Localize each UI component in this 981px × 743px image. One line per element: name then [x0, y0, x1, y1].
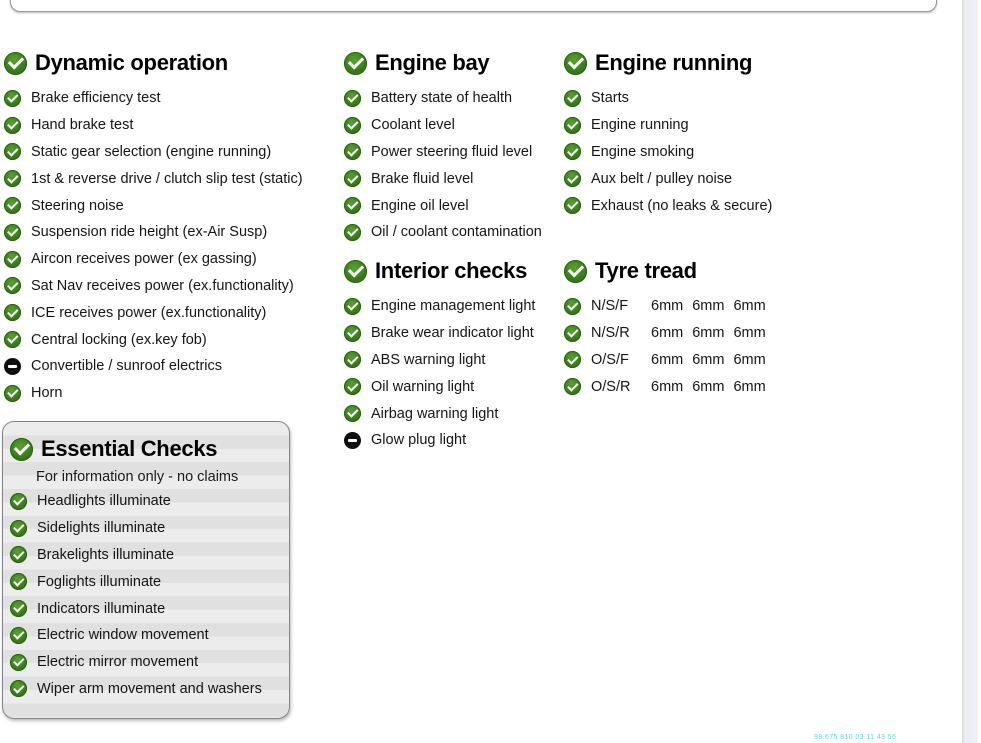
- checklist-item: [3, 515, 289, 542]
- check-icon: [4, 52, 27, 75]
- check-icon: [4, 170, 21, 187]
- check-icon: [344, 405, 361, 422]
- tyre-depths: [651, 325, 766, 341]
- checklist-item: [4, 192, 336, 219]
- checklist-item: [4, 326, 336, 353]
- checklist-item: [344, 139, 562, 166]
- check-icon: [4, 385, 21, 402]
- check-icon: [344, 90, 361, 107]
- tyre-position-label: O/S/F: [591, 351, 629, 368]
- check-icon: [564, 325, 581, 342]
- section-title: Essential Checks: [41, 436, 218, 461]
- item-label: Brakelights illuminate: [37, 546, 175, 563]
- checklist-item: [3, 595, 289, 622]
- section-subtitle: For information only - no claims: [36, 469, 239, 485]
- check-icon: [564, 260, 587, 283]
- item-label: Airbag warning light: [371, 405, 499, 422]
- check-icon: [10, 546, 27, 563]
- item-label: Oil / coolant contamination: [371, 224, 542, 241]
- checklist-item: [344, 400, 562, 427]
- checklist-item: [4, 165, 336, 192]
- tyre-row: [564, 320, 796, 347]
- checklist-item: [564, 192, 796, 219]
- tyre-depth-value: 6mm: [692, 298, 725, 315]
- tyre-depths: [651, 379, 766, 395]
- check-icon: [10, 573, 27, 590]
- item-label: Brake wear indicator light: [371, 325, 534, 342]
- check-icon: [344, 325, 361, 342]
- item-label: Engine management light: [371, 298, 536, 315]
- item-label: Brake efficiency test: [31, 90, 161, 107]
- check-icon: [4, 277, 21, 294]
- check-icon: [10, 680, 27, 697]
- check-icon: [4, 224, 21, 241]
- tyre-depth-value: 6mm: [733, 378, 766, 395]
- item-label: Battery state of health: [371, 90, 513, 107]
- section-header: [3, 422, 289, 466]
- checklist-item: [564, 85, 796, 112]
- checklist-item: [3, 488, 289, 515]
- item-label: Headlights illuminate: [37, 493, 171, 510]
- check-icon: [4, 143, 21, 160]
- checklist-item: [344, 427, 562, 454]
- section-title: Engine running: [595, 50, 753, 75]
- check-icon: [564, 90, 581, 107]
- check-icon: [564, 378, 581, 395]
- check-icon: [564, 52, 587, 75]
- checklist-item: [344, 293, 562, 320]
- column-right: [564, 47, 796, 395]
- tyre-row: [564, 293, 796, 320]
- tyre-depth-value: 6mm: [692, 351, 725, 368]
- section-title: Engine bay: [375, 50, 490, 75]
- essential-checks-panel: [2, 421, 290, 719]
- item-label: Suspension ride height (ex-Air Susp): [31, 224, 268, 241]
- item-label: Steering noise: [31, 197, 124, 214]
- item-label: Oil warning light: [371, 378, 475, 395]
- tyre-position-label: N/S/R: [591, 325, 630, 342]
- item-label: Starts: [591, 90, 629, 107]
- section-title: Interior checks: [375, 258, 528, 283]
- check-icon: [344, 224, 361, 241]
- checklist-item: [4, 219, 336, 246]
- checklist-item: [4, 139, 336, 166]
- check-icon: [344, 143, 361, 160]
- checklist-item: [3, 649, 289, 676]
- item-label: Aux belt / pulley noise: [591, 170, 733, 187]
- check-icon: [10, 627, 27, 644]
- item-label: Sat Nav receives power (ex.functionality): [31, 277, 294, 294]
- tyre-depth-value: 6mm: [651, 378, 684, 395]
- item-label: Sidelights illuminate: [37, 520, 166, 537]
- check-icon: [564, 143, 581, 160]
- checklist-item: [4, 85, 336, 112]
- checklist-item: [344, 112, 562, 139]
- checklist-item: [4, 353, 336, 380]
- item-label: Central locking (ex.key fob): [31, 331, 207, 348]
- check-icon: [10, 438, 33, 461]
- check-icon: [4, 331, 21, 348]
- check-icon: [344, 170, 361, 187]
- check-icon: [344, 298, 361, 315]
- item-label: Static gear selection (engine running): [31, 143, 272, 160]
- section-tyre-tread: [564, 255, 796, 400]
- checklist-item: [3, 676, 289, 703]
- item-label: Indicators illuminate: [37, 600, 166, 617]
- checklist-item: [4, 380, 336, 407]
- item-label: Hand brake test: [31, 117, 134, 134]
- section-header: [344, 255, 562, 287]
- check-icon: [564, 117, 581, 134]
- check-icon: [344, 117, 361, 134]
- tyre-depth-value: 6mm: [651, 298, 684, 315]
- tyre-depth-value: 6mm: [692, 325, 725, 342]
- checklist-item: [4, 299, 336, 326]
- checklist-item: [344, 219, 562, 246]
- check-icon: [10, 520, 27, 537]
- checklist-item: [564, 112, 796, 139]
- item-label: Power steering fluid level: [371, 143, 533, 160]
- checklist-item: [344, 165, 562, 192]
- check-icon: [4, 304, 21, 321]
- dash-icon: [344, 432, 361, 449]
- item-label: Horn: [31, 385, 63, 402]
- check-icon: [564, 170, 581, 187]
- checklist-item: [344, 85, 562, 112]
- item-label: Wiper arm movement and washers: [37, 680, 262, 697]
- check-icon: [10, 654, 27, 671]
- checklist-item: [4, 273, 336, 300]
- checklist-item: [3, 542, 289, 569]
- item-label: Engine smoking: [591, 143, 695, 160]
- check-icon: [344, 197, 361, 214]
- section-interior-checks: [344, 255, 562, 454]
- tyre-depth-value: 6mm: [651, 351, 684, 368]
- checklist-item: [3, 568, 289, 595]
- section-title: Tyre tread: [595, 258, 697, 283]
- item-label: Exhaust (no leaks & secure): [591, 197, 773, 214]
- check-icon: [344, 260, 367, 283]
- check-icon: [4, 117, 21, 134]
- checklist-item: [564, 165, 796, 192]
- check-icon: [564, 298, 581, 315]
- section-header: [4, 47, 336, 79]
- tyre-row: [564, 347, 796, 374]
- tyre-depth-value: 6mm: [692, 378, 725, 395]
- item-label: ICE receives power (ex.functionality): [31, 304, 267, 321]
- section-engine-bay: [344, 47, 562, 246]
- item-label: Coolant level: [371, 117, 455, 134]
- column-left: [4, 47, 336, 407]
- tyre-position-label: O/S/R: [591, 378, 631, 395]
- section-header: [564, 255, 796, 287]
- scrollbar[interactable]: [962, 0, 978, 743]
- check-icon: [564, 197, 581, 214]
- checklist-item: [3, 622, 289, 649]
- section-header: [564, 47, 796, 79]
- section-dynamic-operation: [4, 47, 336, 407]
- item-label: Engine running: [591, 117, 689, 134]
- section-title: Dynamic operation: [35, 50, 228, 75]
- tyre-depths: [651, 352, 766, 368]
- tyre-depth-value: 6mm: [733, 351, 766, 368]
- checklist-item: [344, 347, 562, 374]
- section-engine-running: [564, 47, 796, 219]
- tyre-depth-value: 6mm: [733, 325, 766, 342]
- check-icon: [344, 351, 361, 368]
- watermark-text: 98 675 810 03 11 43 56: [814, 734, 897, 741]
- check-icon: [10, 600, 27, 617]
- checklist-item: [564, 139, 796, 166]
- item-label: Brake fluid level: [371, 170, 474, 187]
- item-label: Aircon receives power (ex gassing): [31, 251, 257, 268]
- checklist-item: [344, 192, 562, 219]
- check-icon: [344, 378, 361, 395]
- checklist-item: [344, 320, 562, 347]
- item-label: Electric mirror movement: [37, 654, 199, 671]
- dash-icon: [4, 358, 21, 375]
- check-icon: [4, 197, 21, 214]
- previous-panel-bottom-edge: [10, 0, 937, 12]
- section-header: [344, 47, 562, 79]
- checklist-item: [4, 246, 336, 273]
- check-icon: [344, 52, 367, 75]
- item-label: Electric window movement: [37, 627, 209, 644]
- tyre-position-label: N/S/F: [591, 298, 629, 315]
- item-label: Glow plug light: [371, 432, 467, 449]
- checklist-item: [344, 373, 562, 400]
- check-icon: [4, 90, 21, 107]
- item-label: Foglights illuminate: [37, 573, 162, 590]
- item-label: ABS warning light: [371, 351, 486, 368]
- tyre-row: [564, 373, 796, 400]
- column-middle: [344, 47, 562, 449]
- checklist-item: [4, 112, 336, 139]
- item-label: Engine oil level: [371, 197, 469, 214]
- tyre-depth-value: 6mm: [651, 325, 684, 342]
- item-label: 1st & reverse drive / clutch slip test (static): [31, 170, 303, 187]
- tyre-depth-value: 6mm: [733, 298, 766, 315]
- item-label: Convertible / sunroof electrics: [31, 358, 222, 375]
- check-icon: [564, 351, 581, 368]
- tyre-depths: [651, 298, 766, 314]
- check-icon: [10, 493, 27, 510]
- check-icon: [4, 251, 21, 268]
